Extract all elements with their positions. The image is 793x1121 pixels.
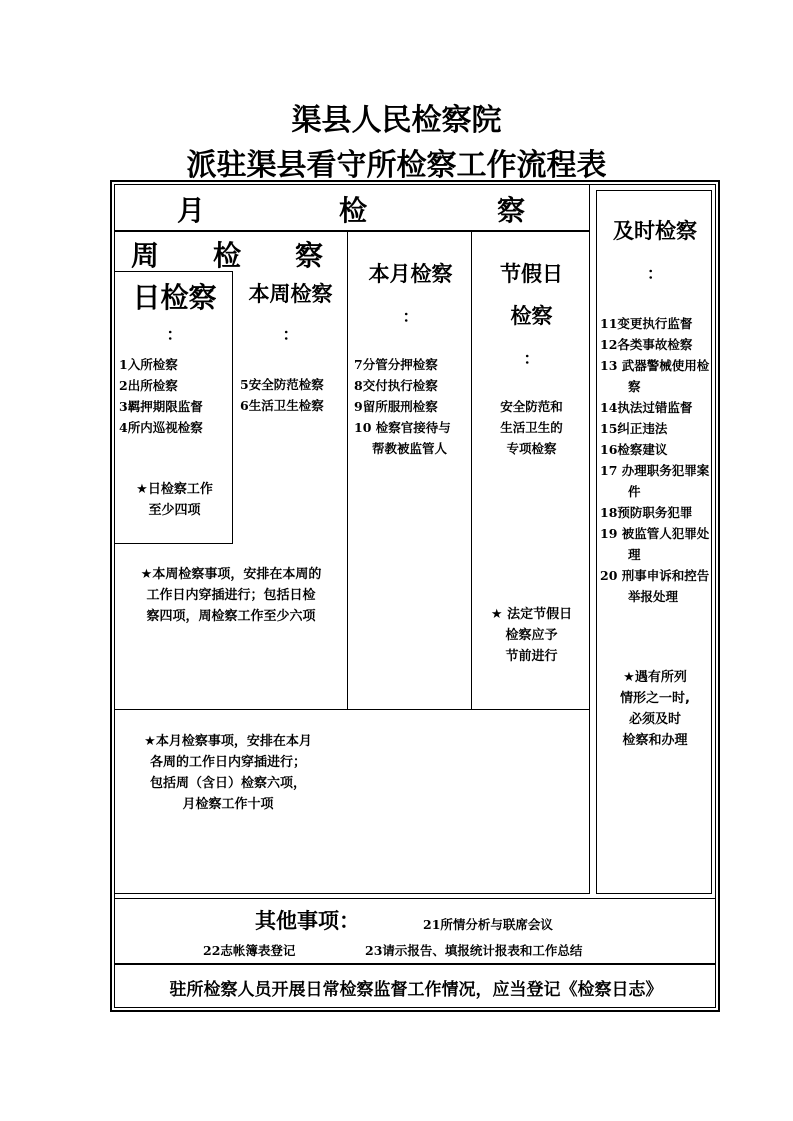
list-item: 4所内巡视检察 [119,420,203,435]
list-item: 3羁押期限监督 [119,399,203,414]
other-item-23: 23请示报告、填报统计报表和工作总结 [365,943,583,958]
week-char-2: 检 [213,239,242,272]
holiday-note [472,604,591,667]
note-line: 月检察工作十项 [182,797,274,812]
note-line: 情形之一时, [620,691,690,706]
list-item: 专项检察 [506,441,557,456]
daily-header: 日检察 [132,281,217,314]
other-item-22: 22志帐簿表登记 [203,943,296,958]
list-item: 1入所检察 [119,357,178,372]
note-line: ★本月检察事项，安排在本月 [144,734,312,749]
month-char-1: 月 [177,194,206,227]
other-matters-box [114,898,716,964]
list-item: 7分管分押检察 [354,357,438,372]
list-item: 17 办理职务犯罪案件 [600,463,710,499]
note-line: ★日检察工作 [136,482,213,497]
list-item: 8交付执行检察 [354,378,438,393]
holiday-column [471,231,590,710]
list-item: 18预防职务犯罪 [600,505,693,520]
holiday-header-2: 检察 [510,304,553,328]
list-item: 12各类事故检察 [600,337,693,352]
note-line: 检察应予 [505,628,558,643]
month-header [114,184,590,231]
list-item: 20 刑事申诉和控告举报处理 [600,568,710,604]
note-line: ★本周检察事项，安排在本周的 [140,567,322,582]
timely-items [600,313,710,607]
daily-items [119,354,203,438]
weekly-note [114,564,348,627]
list-item: 5安全防范检察 [240,377,324,392]
week-char-3: 察 [295,239,324,272]
daily-note [115,479,234,521]
month-char-3: 察 [497,194,526,227]
note-line: 检察和办理 [622,733,688,748]
list-item: 生活卫生的 [500,420,563,435]
title-line-1: 渠县人民检察院 [291,103,502,138]
weekly-items [240,374,324,416]
timely-colon: ： [646,264,663,283]
list-item: 15纠正违法 [600,421,668,436]
list-item: 11变更执行监督 [600,316,693,331]
list-item: 13 武器警械使用检察 [600,358,710,394]
this-month-column [347,231,472,710]
timely-header: 及时检察 [613,219,697,243]
note-line: ★ 法定节假日 [490,607,573,622]
list-item: 19 被监管人犯罪处理 [600,526,710,562]
other-item-21: 21所情分析与联席会议 [423,917,553,932]
daily-colon: ： [166,325,183,344]
list-item: 帮教被监管人 [372,441,448,456]
note-line: 必须及时 [628,712,681,727]
month-char-2: 检 [339,194,368,227]
this-week-colon: ： [282,325,299,344]
list-item: 9留所服刑检察 [354,399,438,414]
holiday-colon: ： [523,349,540,368]
note-line: 包括周（含日）检察六项， [149,776,306,791]
note-line: ★遇有所列 [623,670,687,685]
note-line: 节前进行 [505,649,558,664]
list-item: 16检察建议 [600,442,668,457]
this-week-header: 本周检察 [248,282,333,306]
monthly-note [114,731,342,815]
monthly-items [354,354,451,459]
this-month-colon: ： [402,307,419,326]
title-line-2: 派驻渠县看守所检察工作流程表 [186,148,607,183]
timely-note [597,667,713,751]
holiday-items [472,396,591,459]
list-item: 2出所检察 [119,378,178,393]
list-item: 安全防范和 [500,399,563,414]
list-item: 6生活卫生检察 [240,398,324,413]
note-line: 至少四项 [148,503,201,518]
list-item: 10 检察官接待与 [354,420,451,435]
holiday-header-1: 节假日 [500,262,563,286]
other-label: 其他事项： [255,909,360,933]
note-line: 工作日内穿插进行；包括日检 [146,588,316,603]
note-line: 各周的工作日内穿插进行； [149,755,306,770]
this-month-header: 本月检察 [368,262,453,286]
footer-box [114,964,716,1008]
daily-box [114,271,233,544]
footer-text: 驻所检察人员开展日常检察监督工作情况，应当登记《检察日志》 [169,980,663,1000]
timely-column [596,190,712,894]
week-char-1: 周 [131,239,160,272]
list-item: 14执法过错监督 [600,400,693,415]
note-line: 察四项，周检察工作至少六项 [146,609,316,624]
